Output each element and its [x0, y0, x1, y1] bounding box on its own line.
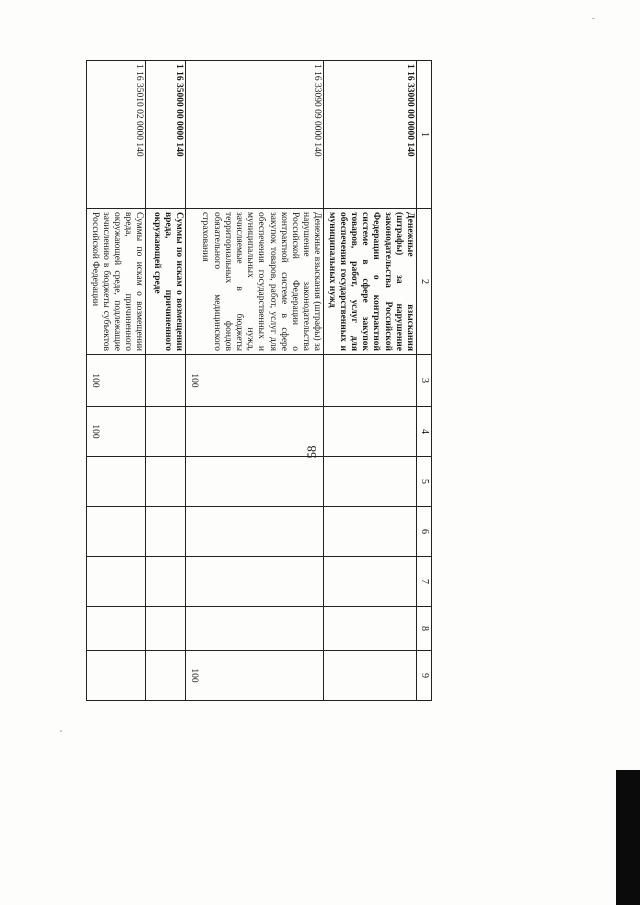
row-name: Денежные взыскания (штрафы) за нарушение законодательства Российской Федерации о контрактной системе в сфере закупок товаров, работ, услуг для обеспечения государственных и муниципальных нужд, зачисляемые в бюджеты территориальных фондов обязательного медицинского страхования [186, 209, 324, 355]
row-name: Суммы по искам о возмещении вреда, причиненного окружающей среде, подлежащие зачислению в бюджеты субъектов Российской Федерации [87, 209, 146, 355]
column-header: 2 [417, 209, 432, 355]
column-header: 7 [417, 557, 432, 607]
value-cell [87, 651, 146, 701]
value-cell [324, 507, 417, 557]
rotated-table-wrapper [89, 60, 432, 700]
column-header: 9 [417, 651, 432, 701]
value-cell [146, 355, 186, 407]
row-code: 1 16 35010 02 0000 140 [87, 61, 146, 209]
value-cell [324, 607, 417, 651]
page-number: 58 [304, 445, 319, 459]
value-cell [324, 355, 417, 407]
value-cell [146, 651, 186, 701]
row-code: 1 16 35000 00 0000 140 [146, 61, 186, 209]
table-row [324, 61, 417, 701]
value-cell [186, 607, 324, 651]
column-header: 3 [417, 355, 432, 407]
column-header: 4 [417, 407, 432, 457]
value-cell [87, 557, 146, 607]
value-cell [146, 557, 186, 607]
value-cell [186, 507, 324, 557]
column-header: 1 [417, 61, 432, 209]
header-row [417, 61, 432, 701]
value-cell [186, 457, 324, 507]
value-cell [186, 407, 324, 457]
column-header: 6 [417, 507, 432, 557]
value-cell: 100 [186, 651, 324, 701]
value-cell [324, 407, 417, 457]
value-cell [87, 607, 146, 651]
scan-edge-mark [616, 770, 640, 905]
value-cell [87, 507, 146, 557]
budget-table [86, 60, 432, 701]
value-cell [324, 557, 417, 607]
scan-speck [592, 18, 595, 19]
value-cell [324, 651, 417, 701]
value-cell: 100 [87, 355, 146, 407]
value-cell [87, 457, 146, 507]
table-row [146, 61, 186, 701]
scan-speck [60, 730, 62, 732]
table-row [87, 61, 146, 701]
row-name: Суммы по искам о возмещении вреда, причиненного окружающей среде [146, 209, 186, 355]
table-row [186, 61, 324, 701]
column-header: 8 [417, 607, 432, 651]
value-cell [146, 407, 186, 457]
row-name: Денежные взыскания (штрафы) за нарушение законодательства Российской Федерации о контрактной системе в сфере закупок товаров, работ, услуг для обеспечения государственных и муниципальных нужд [324, 209, 417, 355]
column-header: 5 [417, 457, 432, 507]
value-cell [324, 457, 417, 507]
row-code: 1 16 33090 09 0000 140 [186, 61, 324, 209]
value-cell [146, 507, 186, 557]
value-cell [186, 557, 324, 607]
row-code: 1 16 33000 00 0000 140 [324, 61, 417, 209]
value-cell [146, 607, 186, 651]
value-cell [146, 457, 186, 507]
value-cell: 100 [87, 407, 146, 457]
value-cell: 100 [186, 355, 324, 407]
